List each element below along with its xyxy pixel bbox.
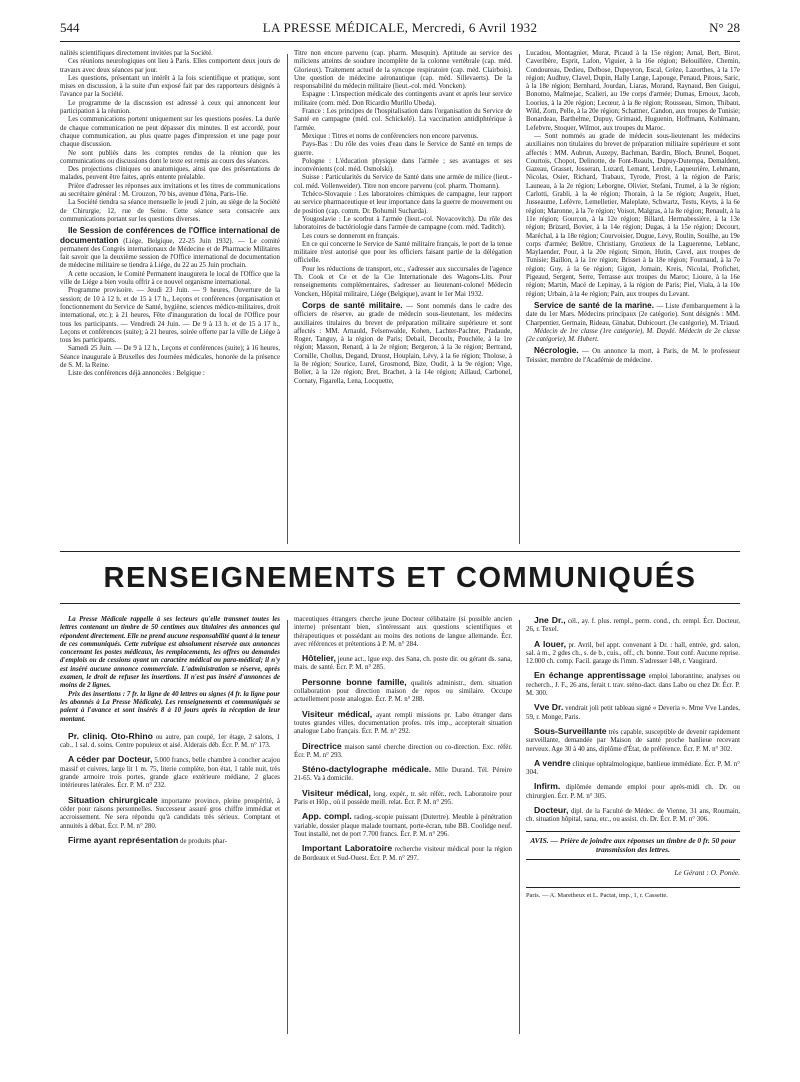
- paragraph: Espagne : L'inspection médicale des contingents avant et après leur service militaire (com. méd. Don Ricardio Murillo Ubeda).: [294, 91, 512, 107]
- ads-column-1: [60, 616, 280, 1036]
- ad-text: vendrait joli petit tableau signé « Deveria ». Mme Vve Landes, 59, r. Monge, Paris.: [526, 705, 740, 721]
- paragraph: Titre non encore parvenu (cap. pharm. Musquin). Aptitude au service des miliciens atteints de soudure incomplète de la colonne vertébrale (cap. méd. Glorieux). Traitement actuel de la syncope respiratoire (cap. méd. Clairbois). Une question de médecine aéronautique (cap. méd. Sillevaerts). De la responsabilité du médecin militaire (lieut.-col. méd. Voncken).: [294, 50, 512, 91]
- classified-ad: [60, 732, 280, 751]
- ad-text: importante province, pleine prospérité, à céder pour raisons personnelles. Successeur assuré gros chiffre immédiat et accroissement. Ne sera répondu qu'à candidats très sérieux. Comptant et annuités à débat. Écr. P. M. n° 280.: [60, 797, 280, 830]
- ad-title: Directrice: [302, 740, 342, 751]
- banner-title: RENSEIGNEMENTS ET COMMUNIQUÉS: [103, 562, 697, 594]
- classified-ad: [60, 755, 280, 790]
- paragraph: Tchéco-Slovaquie : Les laboratoires chimiques de campagne, leur rapport au service pharmaceutique et leur importance dans la guerre de mouvement ou de position (cap. comm. Dr. Bohumil Sucharda).: [294, 191, 512, 215]
- paragraph: Mexique : Titres et noms de conférenciers non encore parvenus.: [302, 132, 479, 140]
- classified-ad: [294, 812, 512, 839]
- paragraph: Pologne : L'éducation physique dans l'armée ; ses avantages et ses inconvénients (col. méd. Osmolski).: [294, 157, 512, 174]
- section-text: — Liste d'embarquement à la date du 1er Mars. Médecins principaux (2e catégorie). Sont désignés : MM. Charpentier, Germain, Rideau, Ginabat, Dubicourt. (3e catégorie), M. Triaud.: [526, 302, 740, 327]
- printer-imprint: Paris. — A. Maretheux et L. Pactat, imp., 1, r. Cassette.: [526, 891, 668, 899]
- issue-number: N° 28: [709, 20, 740, 35]
- classified-ad: [526, 782, 740, 801]
- section-rule: [60, 551, 740, 552]
- section-heading: Nécrologie.: [534, 346, 579, 356]
- classified-ad: [526, 616, 740, 635]
- paragraph: Médecin de 1re classe (1re catégorie), M. Daydé. Médecin de 2e classe (2e catégorie), M. Hubert.: [526, 327, 740, 344]
- ad-title: Pr. cliniq. Oto-Rhino: [68, 730, 153, 741]
- ad-text: de produits phar-: [178, 837, 227, 845]
- classified-ad: [526, 671, 740, 698]
- ads-column-2: [294, 616, 512, 1036]
- paragraph: Ne sont publiés dans les comptes rendus de la réunion que les communications ou discussions dont le texte est remis au cours des séances.: [60, 149, 280, 165]
- page-number: 544: [60, 20, 80, 35]
- paragraph: Les communications portent uniquement sur les questions posées. La durée de chaque communication ne peut dépasser dix minutes. Il est accordé, pour chaque communication, au plus quatre pages d'impression et une page pour chaque discussion.: [60, 116, 280, 149]
- paragraph: Le programme de la discussion est adressé à ceux qui annoncent leur participation à la réunion.: [60, 99, 280, 116]
- paragraph: En ce qui concerne le Service de Santé militaire français, le port de la tenue militaire n'est autorisé que pour les officiers faisant partie de la délégation officielle.: [294, 240, 512, 265]
- ad-title: Jne Dr.,: [534, 616, 566, 625]
- classified-ad: [526, 806, 740, 825]
- section-heading: Corps de santé militaire.: [302, 300, 403, 310]
- marine-item: [526, 302, 740, 328]
- ad-text: maison santé cherche direction ou co-direction. Exc. référ. Écr. P. M. n° 293.: [294, 743, 512, 759]
- paragraph: Yougoslavie : Le scorbut à l'armée (lieut.-col. Novacovitch). Du rôle des laboratoires de bactériologie dans l'armée de campagne (com. méd. Taditch).: [294, 215, 512, 232]
- ads-pricing: Prix des insertions : 7 fr. la ligne de 40 lettres ou signes (4 fr. la ligne pour les abonnés à La Presse Médicale). Les renseignements et communiqués se paient à l'avance et sont insérés 8 à 10 jours après la réception de leur montant.: [60, 690, 280, 723]
- ad-text: recherche visiteur médical pour la région de Bordeaux et Sud-Ouest. Écr. P. M. n° 297.: [294, 846, 512, 862]
- column-divider: [519, 620, 520, 1034]
- paragraph: Les cours se donneront en français.: [302, 232, 400, 240]
- news-column-1: [60, 50, 280, 548]
- imprint-rule: [526, 887, 740, 888]
- classified-ad: [60, 836, 280, 846]
- ad-title: Situation chirurgicale: [68, 794, 158, 805]
- ad-text: cél., ay. f. plus. rempl., perm. cond., ch. rempl. Écr. Docteur, 26, r. Texel.: [526, 618, 740, 634]
- ad-title: Infirm.: [534, 781, 561, 792]
- ad-text: ayant rempli missions pr. Labo étranger dans toutes grandes villes, documentation profes. très imp., accepterait situation analogue Labo français. Écr. P. M. n° 292.: [294, 711, 512, 736]
- ads-section: [60, 616, 740, 1036]
- ad-title: Vve Dr.: [534, 702, 564, 713]
- ad-title: Sténo-dactylographe médicale.: [302, 764, 432, 775]
- ad-text: diplômée demande emploi pour après-midi ch. Dr. ou chirurgien. Écr. P. M. n° 305.: [526, 784, 740, 800]
- corps-item: [294, 302, 512, 386]
- paragraph: Programme provisoire. — Jeudi 23 Juin. — 9 heures, Ouverture de la session; de 10 à 12 h. et de 15 à 17 h., Leçons et conférences (organisation et fonctionnement du Service de Santé, hygiène, sciences médico-militaires, droit international, etc.); à 21 heures, Fête d'inauguration du local de l'Office pour tous les participants. — Vendredi 24 Juin. — De 9 à 13 h. et de 15 à 17 h., Leçons et conférences (suite); à 21 heures, soirée offerte par la ville de Liége à tous les participants.: [60, 287, 280, 345]
- classified-ad: [294, 710, 512, 737]
- ads-column-3: [526, 616, 740, 1036]
- news-column-3: [526, 50, 740, 548]
- ad-text: qualités administr., dem. situation collaboration pour direction maison de repos ou similaire. Occupe actuellement poste analogue. Écr. P. M. n° 288.: [294, 679, 512, 704]
- news-column-2: [294, 50, 512, 548]
- classified-ad: [526, 727, 740, 754]
- column-divider: [287, 620, 288, 1034]
- ad-title: A vendre: [534, 757, 571, 768]
- classified-ad: [294, 789, 512, 808]
- ad-text: dipl. de la Faculté de Médec. de Vienne, 31 ans, Roumain, ch. situation hôpital, sana, etc., ou assist. ch. Dr. Écr. P. M. n° 306.: [526, 808, 740, 824]
- paragraph: France : Les principes de l'hospitalisation dans l'organisation du Service de Santé en campagne (méd. col. Schickelé). La vaccination antidiphtérique à l'armée.: [294, 108, 512, 132]
- ad-title: En échange apprentissage: [534, 670, 646, 681]
- ad-title: Personne bonne famille,: [302, 676, 407, 687]
- paragraph: — Sont nommés au grade de médecin sous-lieutenant les médecins auxiliaires non titulaires du brevet de préparation militaire supérieure et sont affectés : MM. Aubrun, Auzepy, Bachman, Bardin, Bloch, Brunel, Boquet, Courtois, Chopot, Delinotte, de Font-Reaulx, Dupuy-Dutempa, Demaldent, Gazeau, Grasset, Josseran, Luzard, Lemant, Lerdre, Laqueurière, Lehmann, Nicolas, Osier, Richard, Trabaux, Tyrode, Prost, à la région de Paris; Launeau, à la 2e région; Leborgne, Olivier, Stefani, Trumel, à la 3e région; Carlotti, Grabli, à la 4e région; Thorain, à la 5e région; Augeix, Huet, Jusseaume, Lefèvre, Lemelletier, Maleplate, Schwartz, Testu, Keyts, à la 6e région; Maronne, à la 7e région; Voisot, Malgras, à la 8e région; Renault, à la 11e région; Gourcon, à la 12e région; Billard, Hermabessière, à la 13e région; Brizard, Bovier, à la 14e région; Dugas, à la 15e région; Decourt, Maréchal, à la 18e région; Courvoisier, Dugue, Levy, Roulin, Souilhe, au 19e corps d'armée; Belêtre, Christiany, Grozieux de la Laguerenne, Leblanc, Maylaender, Pour, à la 20e région; Simon, Hutin, Cavel, aux troupes de Tunisie; Baillon, à la 1re région; Brisset à la 18e région; Fournaud, à la 7e région; Guy, à la 6e région; Gigon, Jomain, Kreis, Nicolai, Profichet, Pigeaud, Sergent, Serre, Terrasse aux troupes du Maroc; Lioure, à la 16e région; Martin, Macé de Lepinay, à la région de Paris; Piel, Viala, à la 10e région; Urbain, à la 4e région; Pain, aux troupes du Levant.: [526, 132, 740, 298]
- ad-continuation: maceutiques étrangers cherche jeune Docteur célibataire (si possible ancien interne) présentant bien, s'intéressant aux questions scientifiques et thérapeutiques et possédant au moins des notions de langue allemande. Écr. avec références et prétentions à P. M. n° 284.: [294, 616, 512, 648]
- paragraph: Pour les réductions de transport, etc., s'adresser aux succursales de l'agence Th. Cook et Ce et de la Cie Internationale des Wagons-Lits. Pour renseignements complémentaires, s'adresser au lieutenant-colonel Médecin Voncken, Hôpital militaire, Liége (Belgique), avant le 1er Mai 1932.: [294, 265, 512, 298]
- section-heading: Service de santé de la marine.: [534, 300, 654, 310]
- classified-ad: [294, 654, 512, 673]
- paragraph: Suisse : Particularités du Service de Santé dans une armée de milice (lieut.-col. méd. Vollenweider). Titre non encore parvenu (col. pharm. Thomann).: [294, 174, 512, 190]
- paragraph: Samedi 25 Juin. — De 9 à 12 h., Leçons et conférences (suite); à 16 heures, Séance inaugurale à Bruxelles des Journées médicales, honorée de la présence de S. M. la Reine.: [60, 345, 280, 369]
- ad-text: jeune act., lgue exp. des Sana, ch. poste dir. ou gérant ds. sana, mais. de santé. Écr. P. M. n° 285.: [294, 656, 512, 672]
- section-text: — Sont nommés dans le cadre des officiers de réserve, au grade de médecin sous-lieutenant, les médecins auxiliaires titulaires du brevet de préparation militaire supérieure et sont affectés : MM. Arnauld, Felsenwalde, Kohen, Lachter-Pachter, Pradaude, Roger, Tanguy, à la région de Paris; Debail, Decoulx, Pouchèle, à la 1re région; Masson, Renard, à la 2e région; Bergeron, à la 3e région; Bertrand, Cornille, Chollus, Degand, Druost, Houplain, Lévy, à la 6e région; Tholose, à la 8e région; Sourice, Lurel, Grosmond, Bize, Oudit, à la 9e région; Vige, Bolier, à la 12e région; Bret, Brachet, à la 14e région; Aillaud, Carbonel, Cornaty, Figarella, Lena, Locquette,: [294, 302, 512, 385]
- ad-title: Visiteur médical,: [302, 708, 373, 719]
- news-section: [60, 50, 740, 548]
- gerant-signature: Le Gérant : O. Ponée.: [674, 867, 740, 877]
- column-divider: [519, 54, 520, 544]
- ad-text: pr. Avril, bel appt. convenant à Dr. : hall, entrée, grd. salon, sal. à m., 2 gdes ch., s. de b., cuis., off., ch. bonne. Tout conf. Aucune reprise. 12.000 ch. comp. Facil. garage ds l'imm. S'adresser 148, r. Vaugirard.: [526, 641, 740, 666]
- classified-ad: [294, 765, 512, 784]
- ad-text: clinique ophtalmologique, banlieue immédiate. Écr. P. M. n° 304.: [526, 760, 740, 777]
- banner-rule: [60, 603, 740, 604]
- paragraph: Prière d'adresser les réponses aux invitations et les titres de communications au secrétaire général : M. Crouzon, 70 bis, avenue d'Iéna, Paris-16e.: [60, 182, 280, 199]
- paragraph: La Société tiendra sa séance mensuelle le jeudi 2 juin, au siège de la Société de Chirurgie, 12, rue de Seine. Cette séance sera consacrée aux communications portant sur les questions diverses.: [60, 199, 280, 223]
- ad-text: long. expér., tr. sér. référ., rech. Laboratoire pour Paris et Hôp., où il possède meill. relat. Écr. P. M. n° 295.: [294, 790, 512, 807]
- section-heading: IIe Session de conférences de l'Office international de documentation: [60, 226, 280, 245]
- section-text: (Liége, Belgique, 22-25 Juin 1932). — Le comité permanent des Congrès internationaux de Médecine et de Pharmacie Militaires fait savoir que la deuxième session de l'Office international de documentation de médecine militaire se tiendra à Liége, du 22 au 25 Juin prochain.: [60, 237, 280, 270]
- ad-title: Important Laboratoire: [302, 843, 393, 854]
- paragraph: Ces réunions neurologiques ont lieu à Paris. Elles comportent deux jours de travaux avec deux séances par jour.: [60, 58, 280, 74]
- avis-notice: [526, 831, 740, 860]
- ad-title: A louer,: [534, 638, 566, 649]
- classified-ad: [294, 678, 512, 705]
- banner: [60, 560, 740, 610]
- conference-item: [60, 227, 280, 270]
- section-text: — On annonce la mort, à Paris, de M. le professeur Teissier, membre de l'Académie de médecine.: [526, 348, 740, 364]
- paragraph: Les questions, présentant un intérêt à la fois scientifique et pratique, sont mises en discussion, à la suite d'un exposé fait par des rapporteurs désignés à l'avance par la Société.: [60, 74, 280, 99]
- classified-ad: [294, 844, 512, 863]
- paragraph: Lucadou, Montagnier, Murat, Picaud à la 15e région; Arnal, Bert, Birot, Caveribère, Esprit, Lafon, Viguier, à la 16e région; Belouillère, Chemin, Condoureau, Dedieu, Delbose, Dupeyron, Escal, Grèze, Lazorthes, à la 17e région; Audhuy, Clavel, Dupin, Hally Lange, Lapouge, Penaud, Pitous, Saric, à la 18e région; Bernhard, Jourdan, Liaras, Morand, Raynaud, Ben Guigui, Bonomo, Malmejac, Scalieri, au 19e corps d'armée; Dumas, Ernoux, Jacob, Loorius, à la 20e région; Lecœur, à la 8e région; Rousseau, Simon, Thibaut, Wild, Zorn, Pelle, à la 20e région; Schattner, Candon, aux troupes de Tunisie; Bonardeau, Barthelme, Dupuy, Grimaud, Huguenin, Hoffmann, Kuhlmann, Lefebvre, Stoquer, Wilmot, aux troupes du Maroc.: [526, 50, 740, 132]
- ads-intro: La Presse Médicale rappelle à ses lecteurs qu'elle transmet toutes les lettres contenant un timbre de 50 centimes aux titulaires des annonces qui répondent directement. Elle ne prend aucune responsabilité quant à la teneur de ces communiqués. Cette rubrique est absolument réservée aux annonces concernant les postes médicaux, les remplacements, les offres ou demandes d'emplois ou de cessions ayant un caractère médical ou para-médical; il n'y est inséré aucune annonce commerciale. L'administration se réserve, après examen, le droit de refuser les insertions. Il n'est pas inséré d'annonces de moins de 2 lignes.: [60, 616, 280, 690]
- avis-text: AVIS. — Prière de joindre aux réponses un timbre de 0 fr. 50 pour transmission des lettres.: [530, 835, 736, 855]
- ad-title: A céder par Docteur,: [68, 754, 153, 765]
- journal-title: LA PRESSE MÉDICALE, Mercredi, 6 Avril 1932: [262, 20, 538, 35]
- classified-ad: [526, 640, 740, 667]
- ad-text: très capable, susceptible de devenir rapidement surveillante, demandée par Maison de santé proche banlieue recevant nerveux. Age 30 à 40 ans, diplôme d'État, de préférence. Écr. P. M. n° 302.: [526, 728, 740, 753]
- ad-text: ou autre, pan coupé, 1er étage, 2 salons, 1 cab., 1 sal. d. soins. Centre populeux et aisé. Alderais déb. Écr. P. M. n° 173.: [60, 733, 280, 750]
- paragraph: Liste des conférences déjà annoncées : Belgique :: [68, 370, 205, 378]
- paragraph: Des projections cliniques ou anatomiques, ainsi que des présentations de malades, peuvent être faites, après entente préalable.: [60, 166, 280, 182]
- classified-ad: [526, 703, 740, 722]
- classified-ad: [294, 742, 512, 761]
- ad-text: 5.000 francs, belle chambre à coucher acajou massif et cuivres, large lit 1 m. 75, literie complète, bon état, 1 table nuit, très grande armoire trois portes, grande glace extérieure médiane, 2 glaces intérieures latérales. Écr. P. M. n° 232.: [60, 757, 280, 790]
- paragraph: nalités scientifiques directement invitées par la Société.: [60, 50, 213, 57]
- page-header: [60, 18, 740, 42]
- paragraph: A cette occasion, le Comité Permanent inaugurera le local de l'Office que la ville de Liége a bien voulu offrir à ce nouvel organisme international.: [60, 270, 280, 287]
- classified-ad: [60, 796, 280, 831]
- ad-title: App. compl.: [302, 811, 352, 822]
- classified-ad: [526, 759, 740, 778]
- ad-text: Mlle Durand. Tél. Péreire 21-65. Va à domicile.: [294, 767, 512, 783]
- ad-title: Docteur,: [534, 805, 569, 816]
- ad-text: radiog.-scopie puissant (Dutertre). Meuble à pénétration variable, dossier plaque malade tournant, porte-écran, tube BB. Coolidge neuf. Tout installé, net de port 7.700 francs. Écr. P. M. n° 296.: [294, 814, 512, 838]
- paragraph: Pays-Bas : Du rôle des voies d'eau dans le Service de Santé en temps de guerre.: [294, 141, 512, 157]
- ad-title: Sous-Surveillante: [534, 725, 607, 736]
- ad-title: Visiteur médical,: [302, 787, 371, 798]
- ad-title: Hôtelier,: [302, 653, 336, 664]
- necrology-item: [526, 347, 740, 365]
- ad-text: emploi laborantine, analyses ou recherch., J. F., 26 ans, ferait t. trav. sténo-dact. dans Labo ou chez Dr. Écr. P. M. 300.: [526, 673, 740, 698]
- column-divider: [287, 54, 288, 544]
- ad-title: Firme ayant représentation: [68, 834, 179, 845]
